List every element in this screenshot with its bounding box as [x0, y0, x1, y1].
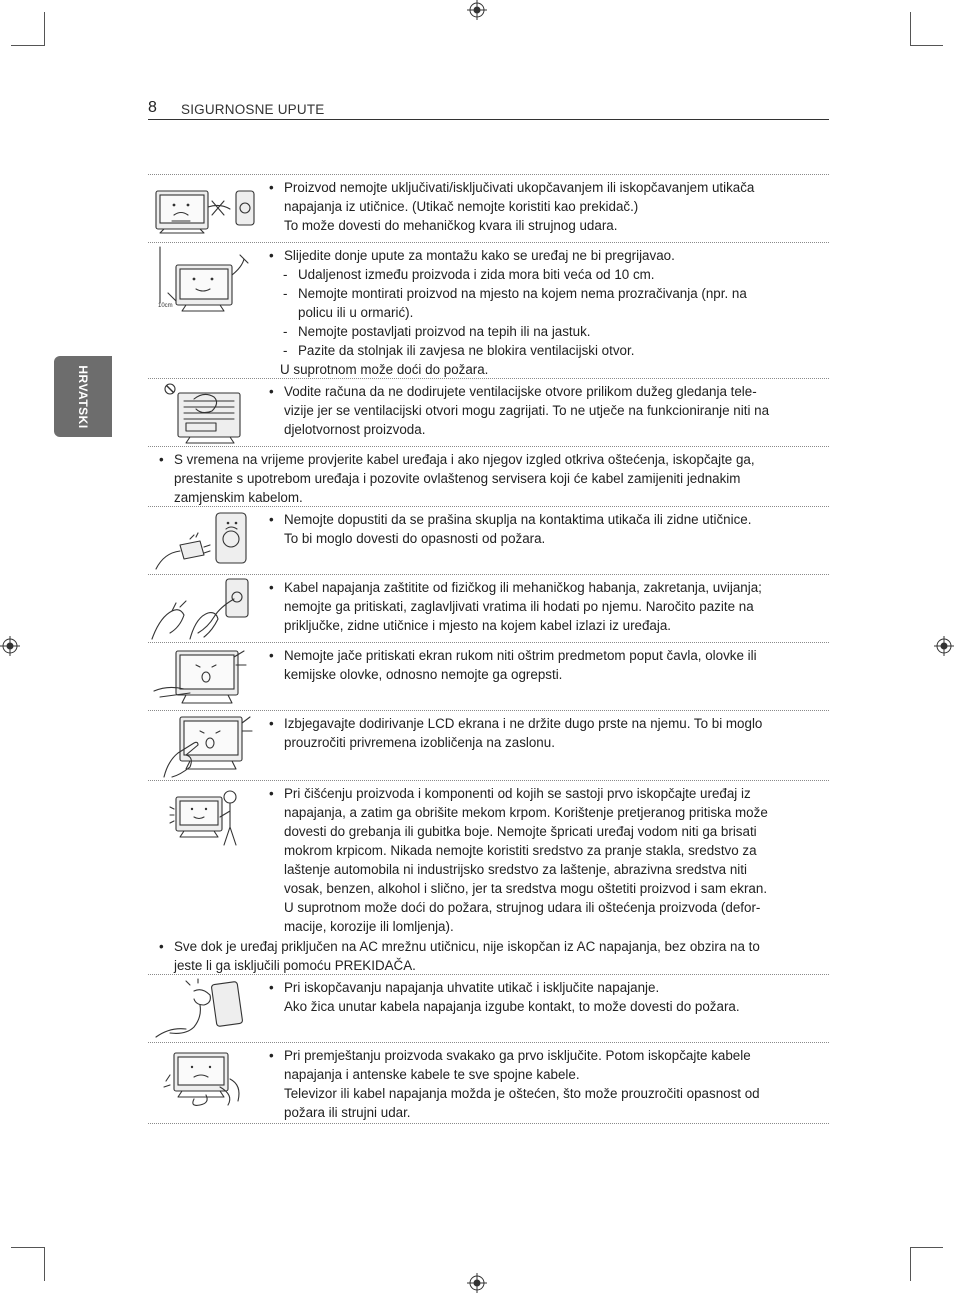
item-text: Ako žica unutar kabela napajanja izgube kontakt, to može dovesti do požara.: [284, 999, 740, 1014]
language-tab-label: HRVATSKI: [76, 364, 90, 429]
crop-mark: [11, 45, 45, 46]
subitem-text: policu ili u ormarić).: [298, 305, 414, 320]
item-text: Pri čišćenju proizvoda i komponenti od kojih se sastoji prvo iskopčajte uređaj iz: [284, 786, 751, 801]
cable-protect-icon: [150, 577, 262, 641]
item-text: djelotvornost proizvoda.: [284, 422, 426, 437]
item-text: laštenje automobila ni industrijsko sredstvo za laštenje, abrazivna sredstva niti: [284, 862, 747, 877]
item-text: dovesti do grebanja ili gubitka boje. Nemojte špricati uređaj vodom niti ga brisati: [284, 824, 757, 839]
tv-cleaning-icon: [150, 783, 262, 853]
tv-screen-press-icon: [150, 645, 262, 709]
safety-item: • Pri čišćenju proizvoda i komponenti od kojih se sastoji prvo iskopčajte uređaj iz napajanja, a zatim ga obrišite mekom krpom. Korištenje pretjeranog pritiska može dovesti do grebanja ili gubitka boje. Nemojte špricati uređaj vodom niti ga brisati mokrom krpicom. Nikada nemojte koristiti sredstvo za pranje stakla, sredstvo za laštenje automobila ni industrijsko sredstvo za laštenje, abrazivna sredstva niti vosak, benzen, alkohol i slično, jer ta sredstva mogu oštetiti proizvod i sam ekran. U suprotnom može doći do požara, strujnog udara ili oštećenja proizvoda (defor- macije, korozije ili lomljenja).: [148, 780, 829, 935]
tv-ventilation-icon: [150, 245, 262, 319]
subitem-text: Nemojte postavljati proizvod na tepih ili na jastuk.: [298, 324, 591, 339]
page-number: 8: [148, 99, 157, 116]
crop-mark: [11, 1247, 45, 1248]
plug-grip-icon: [150, 977, 262, 1041]
item-text: priključke, zidne utičnice i mjesto na kojem kabel izlazi iz uređaja.: [284, 618, 672, 633]
distance-label: 10cm: [158, 303, 173, 309]
header-rule: [148, 119, 829, 120]
safety-item: • Sve dok je uređaj priključen na AC mrežnu utičnicu, nije iskopčan iz AC napajanja, bez obzira na to jeste li ga isključili pomoću PREKIDAČA.: [148, 934, 829, 974]
item-text: Slijedite donje upute za montažu kako se uređaj ne bi pregrijavao.: [284, 248, 675, 263]
item-text: kemijske olovke, odnosno nemojte ga ogrepsti.: [284, 667, 563, 682]
section-title: SIGURNOSNE UPUTE: [181, 102, 325, 117]
item-text: mokrom krpicom. Nikada nemojte koristiti sredstvo za pranje stakla, sredstvo za: [284, 843, 757, 858]
registration-mark-icon: [934, 636, 954, 656]
item-text: jeste li ga isključili pomoću PREKIDAČA.: [174, 958, 416, 973]
item-text: U suprotnom može doći do požara, strujnog udara ili oštećenja proizvoda (defor-: [284, 900, 761, 915]
item-text: napajanja, a zatim ga obrišite mekom krpom. Korištenje pretjeranog pritiska može: [284, 805, 768, 820]
item-text: vosak, benzen, alkohol i slično, jer ta sredstva mogu oštetiti proizvod i sam ekran.: [284, 881, 768, 896]
item-text: Pri premještanju proizvoda svakako ga prvo isključite. Potom iskopčajte kabele: [284, 1048, 751, 1063]
safety-item: 10cm • Slijedite donje upute za montažu kako se uređaj ne bi pregrijavao. - Udaljenost između proizvoda i zida mora biti veća od 10 cm. - Nemojte montirati proizvod na mjesto na kojem nema prozračivanja (npr. na policu ili u ormarić). - Nemojte postavljati proizvod na tepih ili na jastuk. - Pazite da stolnjak ili zavjesa ne blokira ventilacijski otvor. U suprotnom može doći do požara.: [148, 242, 829, 379]
item-text: Sve dok je uređaj priključen na AC mrežnu utičnicu, nije iskopčan iz AC napajanja, bez obzira na to: [174, 939, 760, 954]
item-text: Nemojte jače pritiskati ekran rukom niti oštrim predmetom poput čavla, olovke ili: [284, 648, 757, 663]
item-text: nemojte ga pritiskati, zaglavljivati vratima ili hodati po njemu. Naročito pazite na: [284, 599, 754, 614]
safety-item: • Nemojte jače pritiskati ekran rukom niti oštrim predmetom poput čavla, olovke ili kemijske olovke, odnosno nemojte ga ogrepsti.: [148, 642, 829, 711]
crop-mark: [910, 1247, 911, 1281]
item-text: Televizor ili kabel napajanja možda je oštećen, što može prouzročiti opasnost od: [284, 1086, 760, 1101]
registration-mark-icon: [467, 0, 487, 20]
safety-item: • Nemojte dopustiti da se prašina skuplja na kontaktima utikača ili zidne utičnice. To bi moglo dovesti do opasnosti od požara.: [148, 506, 829, 575]
item-text: napajanja i antenske kabele te sve spojne kabele.: [284, 1067, 580, 1082]
item-text: prouzročiti privremena izobličenja na zaslonu.: [284, 735, 555, 750]
tv-no-touch-vent-icon: [150, 381, 262, 445]
item-text: Nemojte dopustiti da se prašina skuplja na kontaktima utikača ili zidne utičnice.: [284, 512, 752, 527]
crop-mark: [910, 45, 943, 46]
item-text: S vremena na vrijeme provjerite kabel uređaja i ako njegov izgled otkriva oštećenja, iskopčajte ga,: [174, 452, 755, 467]
safety-item: • S vremena na vrijeme provjerite kabel uređaja i ako njegov izgled otkriva oštećenja, iskopčajte ga, prestanite s upotrebom uređaja i pozovite ovlaštenog servisera koji će kabel zamijeniti jednakim zamjenskim kabelom.: [148, 446, 829, 507]
item-text: Pri iskopčavanju napajanja uhvatite utikač i isključite napajanje.: [284, 980, 660, 995]
tv-move-cables-icon: [150, 1045, 262, 1111]
language-tab: [54, 356, 112, 437]
item-text: Vodite računa da ne dodirujete ventilacijske otvore prilikom dužeg gledanja tele-: [284, 384, 757, 399]
item-text: Proizvod nemojte uključivati/isključivati ukopčavanjem ili iskopčavanjem utikača: [284, 180, 755, 195]
crop-mark: [44, 12, 45, 46]
crop-mark: [910, 1247, 943, 1248]
lcd-touch-icon: [150, 713, 262, 779]
item-text: macije, korozije ili lomljenja).: [284, 919, 454, 934]
dusty-plug-icon: [150, 509, 262, 573]
item-text: napajanja iz utičnice. (Utikač nemojte koristiti kao prekidač.): [284, 199, 639, 214]
registration-mark-icon: [467, 1273, 487, 1293]
safety-item: • Izbjegavajte dodirivanje LCD ekrana i ne držite dugo prste na njemu. To bi moglo prouzročiti privremena izobličenja na zaslonu.: [148, 710, 829, 781]
subitem-text: Pazite da stolnjak ili zavjesa ne blokira ventilacijski otvor.: [298, 343, 635, 358]
crop-mark: [910, 12, 911, 46]
subitem-text: Udaljenost između proizvoda i zida mora biti veća od 10 cm.: [298, 267, 655, 282]
item-text: To bi moglo dovesti do opasnosti od požara.: [284, 531, 546, 546]
item-text: prestanite s upotrebom uređaja i pozovite ovlaštenog servisera koji će kabel zamijeniti jednakim: [174, 471, 741, 486]
registration-mark-icon: [0, 636, 20, 656]
item-text: Izbjegavajte dodirivanje LCD ekrana i ne držite dugo prste na njemu. To bi moglo: [284, 716, 763, 731]
crop-mark: [44, 1247, 45, 1281]
item-text: zamjenskim kabelom.: [174, 490, 303, 505]
safety-item: • Pri premještanju proizvoda svakako ga prvo isključite. Potom iskopčajte kabele napajanja i antenske kabele te sve spojne kabele. Televizor ili kabel napajanja možda je oštećen, što može prouzročiti opasnost od požara ili strujni udar.: [148, 1042, 829, 1124]
tv-unplug-icon: [150, 177, 262, 239]
subitem-text: Nemojte montirati proizvod na mjesto na kojem nema prozračivanja (npr. na: [298, 286, 747, 301]
safety-item: • Vodite računa da ne dodirujete ventilacijske otvore prilikom dužeg gledanja tele- vizije jer se ventilacijski otvori mogu zagrijati. To ne utječe na funkcioniranje niti na djelotvornost proizvoda.: [148, 378, 829, 447]
safety-item: • Kabel napajanja zaštitite od fizičkog ili mehaničkog habanja, zakretanja, uvijanja; nemojte ga pritiskati, zaglavljivati vratima ili hodati po njemu. Naročito pazite na priključke, zidne utičnice i mjesto na kojem kabel izlazi iz uređaja.: [148, 574, 829, 643]
item-text: To može dovesti do mehaničkog kvara ili strujnog udara.: [284, 218, 618, 233]
safety-item: • Proizvod nemojte uključivati/isključivati ukopčavanjem ili iskopčavanjem utikača napajanja iz utičnice. (Utikač nemojte koristiti kao prekidač.) To može dovesti do mehaničkog kvara ili strujnog udara.: [148, 174, 829, 243]
item-footer-text: U suprotnom može doći do požara.: [280, 362, 489, 377]
item-text: vizije jer se ventilacijski otvori mogu zagrijati. To ne utječe na funkcioniranje niti na: [284, 403, 770, 418]
item-text: Kabel napajanja zaštitite od fizičkog ili mehaničkog habanja, zakretanja, uvijanja;: [284, 580, 762, 595]
safety-item: • Pri iskopčavanju napajanja uhvatite utikač i isključite napajanje. Ako žica unutar kabela napajanja izgube kontakt, to može dovesti do požara.: [148, 974, 829, 1043]
item-text: požara ili strujni udar.: [284, 1105, 411, 1120]
